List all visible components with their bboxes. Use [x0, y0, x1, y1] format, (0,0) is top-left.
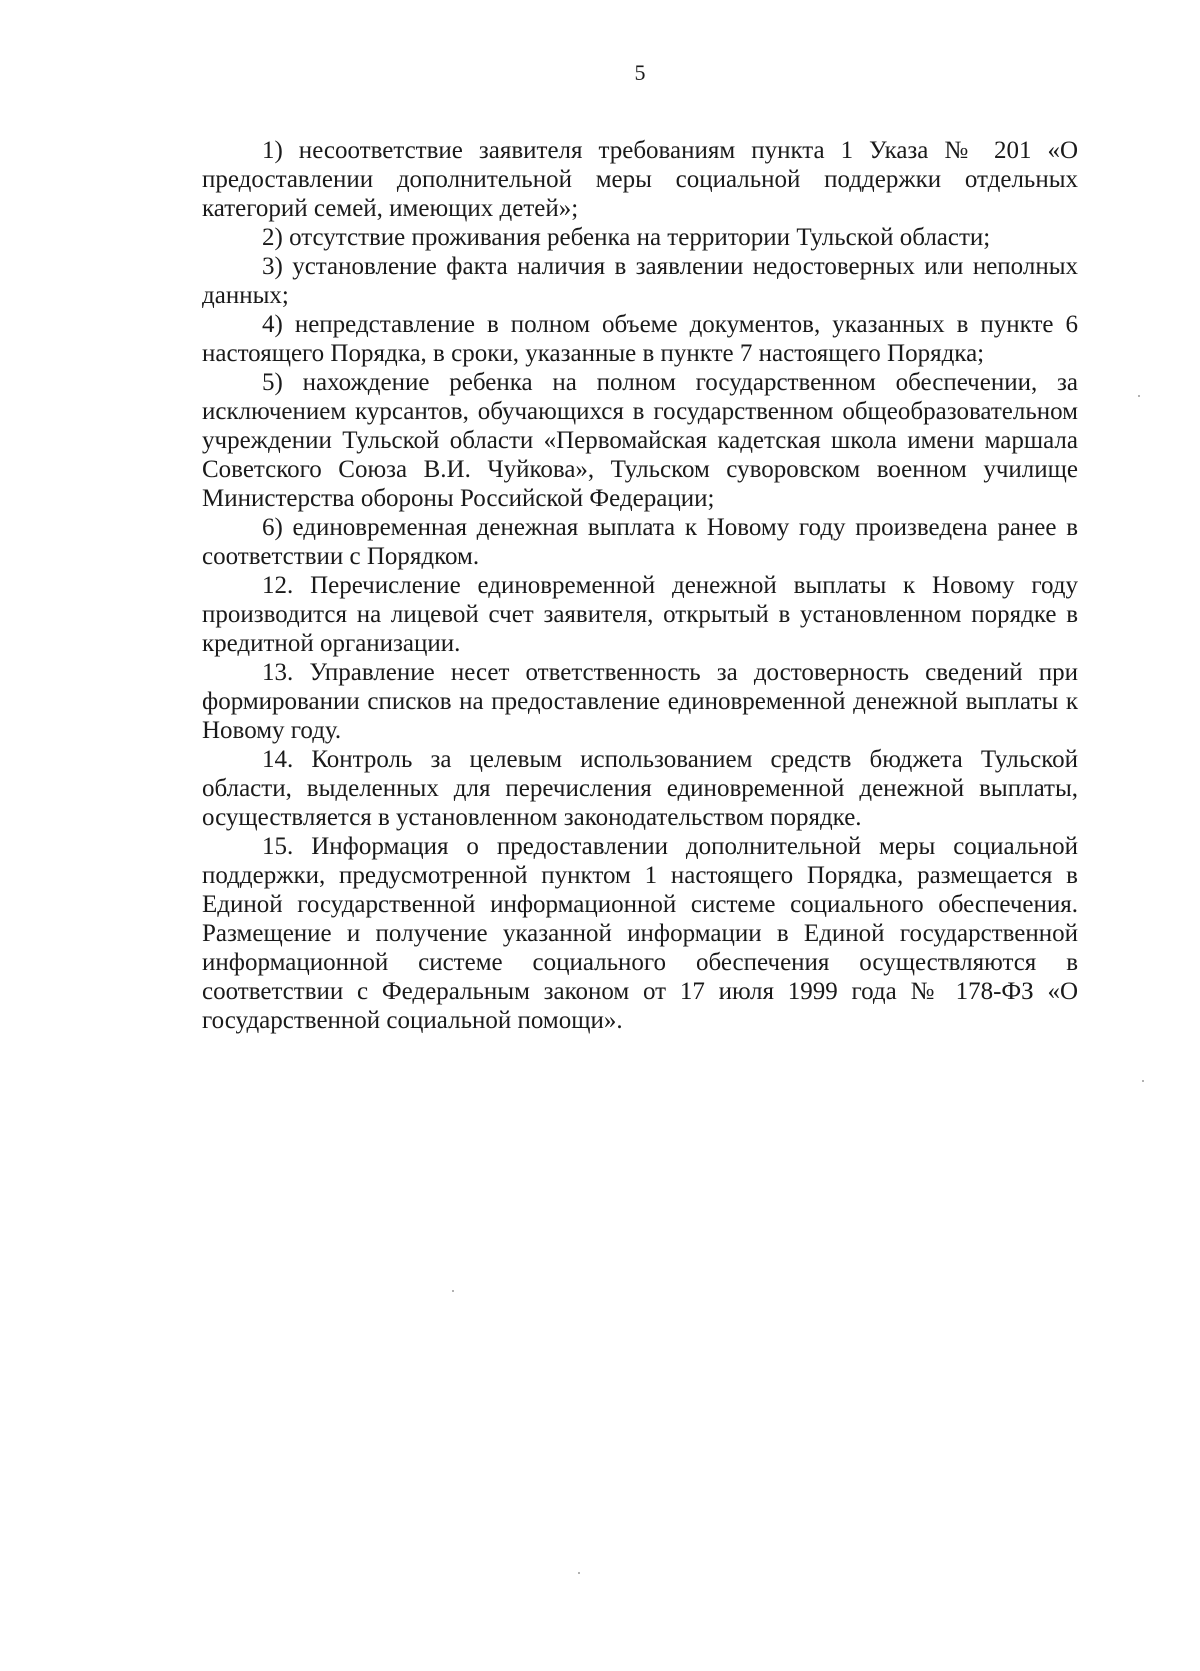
- list-item-1: 1) несоответствие заявителя требованиям пункта 1 Указа № 201 «О предоставлении дополнительной меры социальной поддержки отдельных категорий семей, имеющих детей»;: [202, 137, 1078, 222]
- list-item-6: 6) единовременная денежная выплата к Новому году произведена ранее в соответствии с Порядком.: [202, 514, 1078, 570]
- scan-speck: [452, 1290, 454, 1292]
- list-item-2: 2) отсутствие проживания ребенка на территории Тульской области;: [262, 224, 991, 251]
- section-12: 12. Перечисление единовременной денежной выплаты к Новому году производится на лицевой счет заявителя, открытый в установленном порядке в кредитной организации.: [202, 572, 1078, 657]
- section-13: 13. Управление несет ответственность за достоверность сведений при формировании списков на предоставление единовременной денежной выплаты к Новому году.: [202, 659, 1078, 744]
- section-14: 14. Контроль за целевым использованием средств бюджета Тульской области, выделенных для перечисления единовременной денежной выплаты, осуществляется в установленном законодательством порядке.: [202, 746, 1078, 831]
- scan-speck: [578, 1572, 580, 1574]
- list-item-5: 5) нахождение ребенка на полном государственном обеспечении, за исключением курсантов, обучающихся в государственном общеобразовательном учреждении Тульской области «Первомайская кадетская школа имени маршала Советского Союза В.И. Чуйкова», Тульском суворовском военном училище Министерства обороны Российской Федерации;: [202, 369, 1078, 512]
- scan-speck: [1138, 395, 1140, 397]
- section-15: 15. Информация о предоставлении дополнительной меры социальной поддержки, предусмотренной пунктом 1 настоящего Порядка, размещается в Единой государственной информационной системе социального обеспечения. Размещение и получение указанной информации в Единой государственной информационной системе социального обеспечения осуществляются в соответствии с Федеральным законом от 17 июля 1999 года № 178-ФЗ «О государственной социальной помощи».: [202, 833, 1078, 1034]
- list-item-3: 3) установление факта наличия в заявлении недостоверных или неполных данных;: [202, 253, 1078, 309]
- scan-speck: [1142, 1080, 1144, 1082]
- page-number: 5: [634, 60, 646, 85]
- document-body: [202, 136, 1078, 1035]
- list-item-4: 4) непредставление в полном объеме документов, указанных в пункте 6 настоящего Порядка, в сроки, указанные в пункте 7 настоящего Порядка;: [202, 311, 1078, 367]
